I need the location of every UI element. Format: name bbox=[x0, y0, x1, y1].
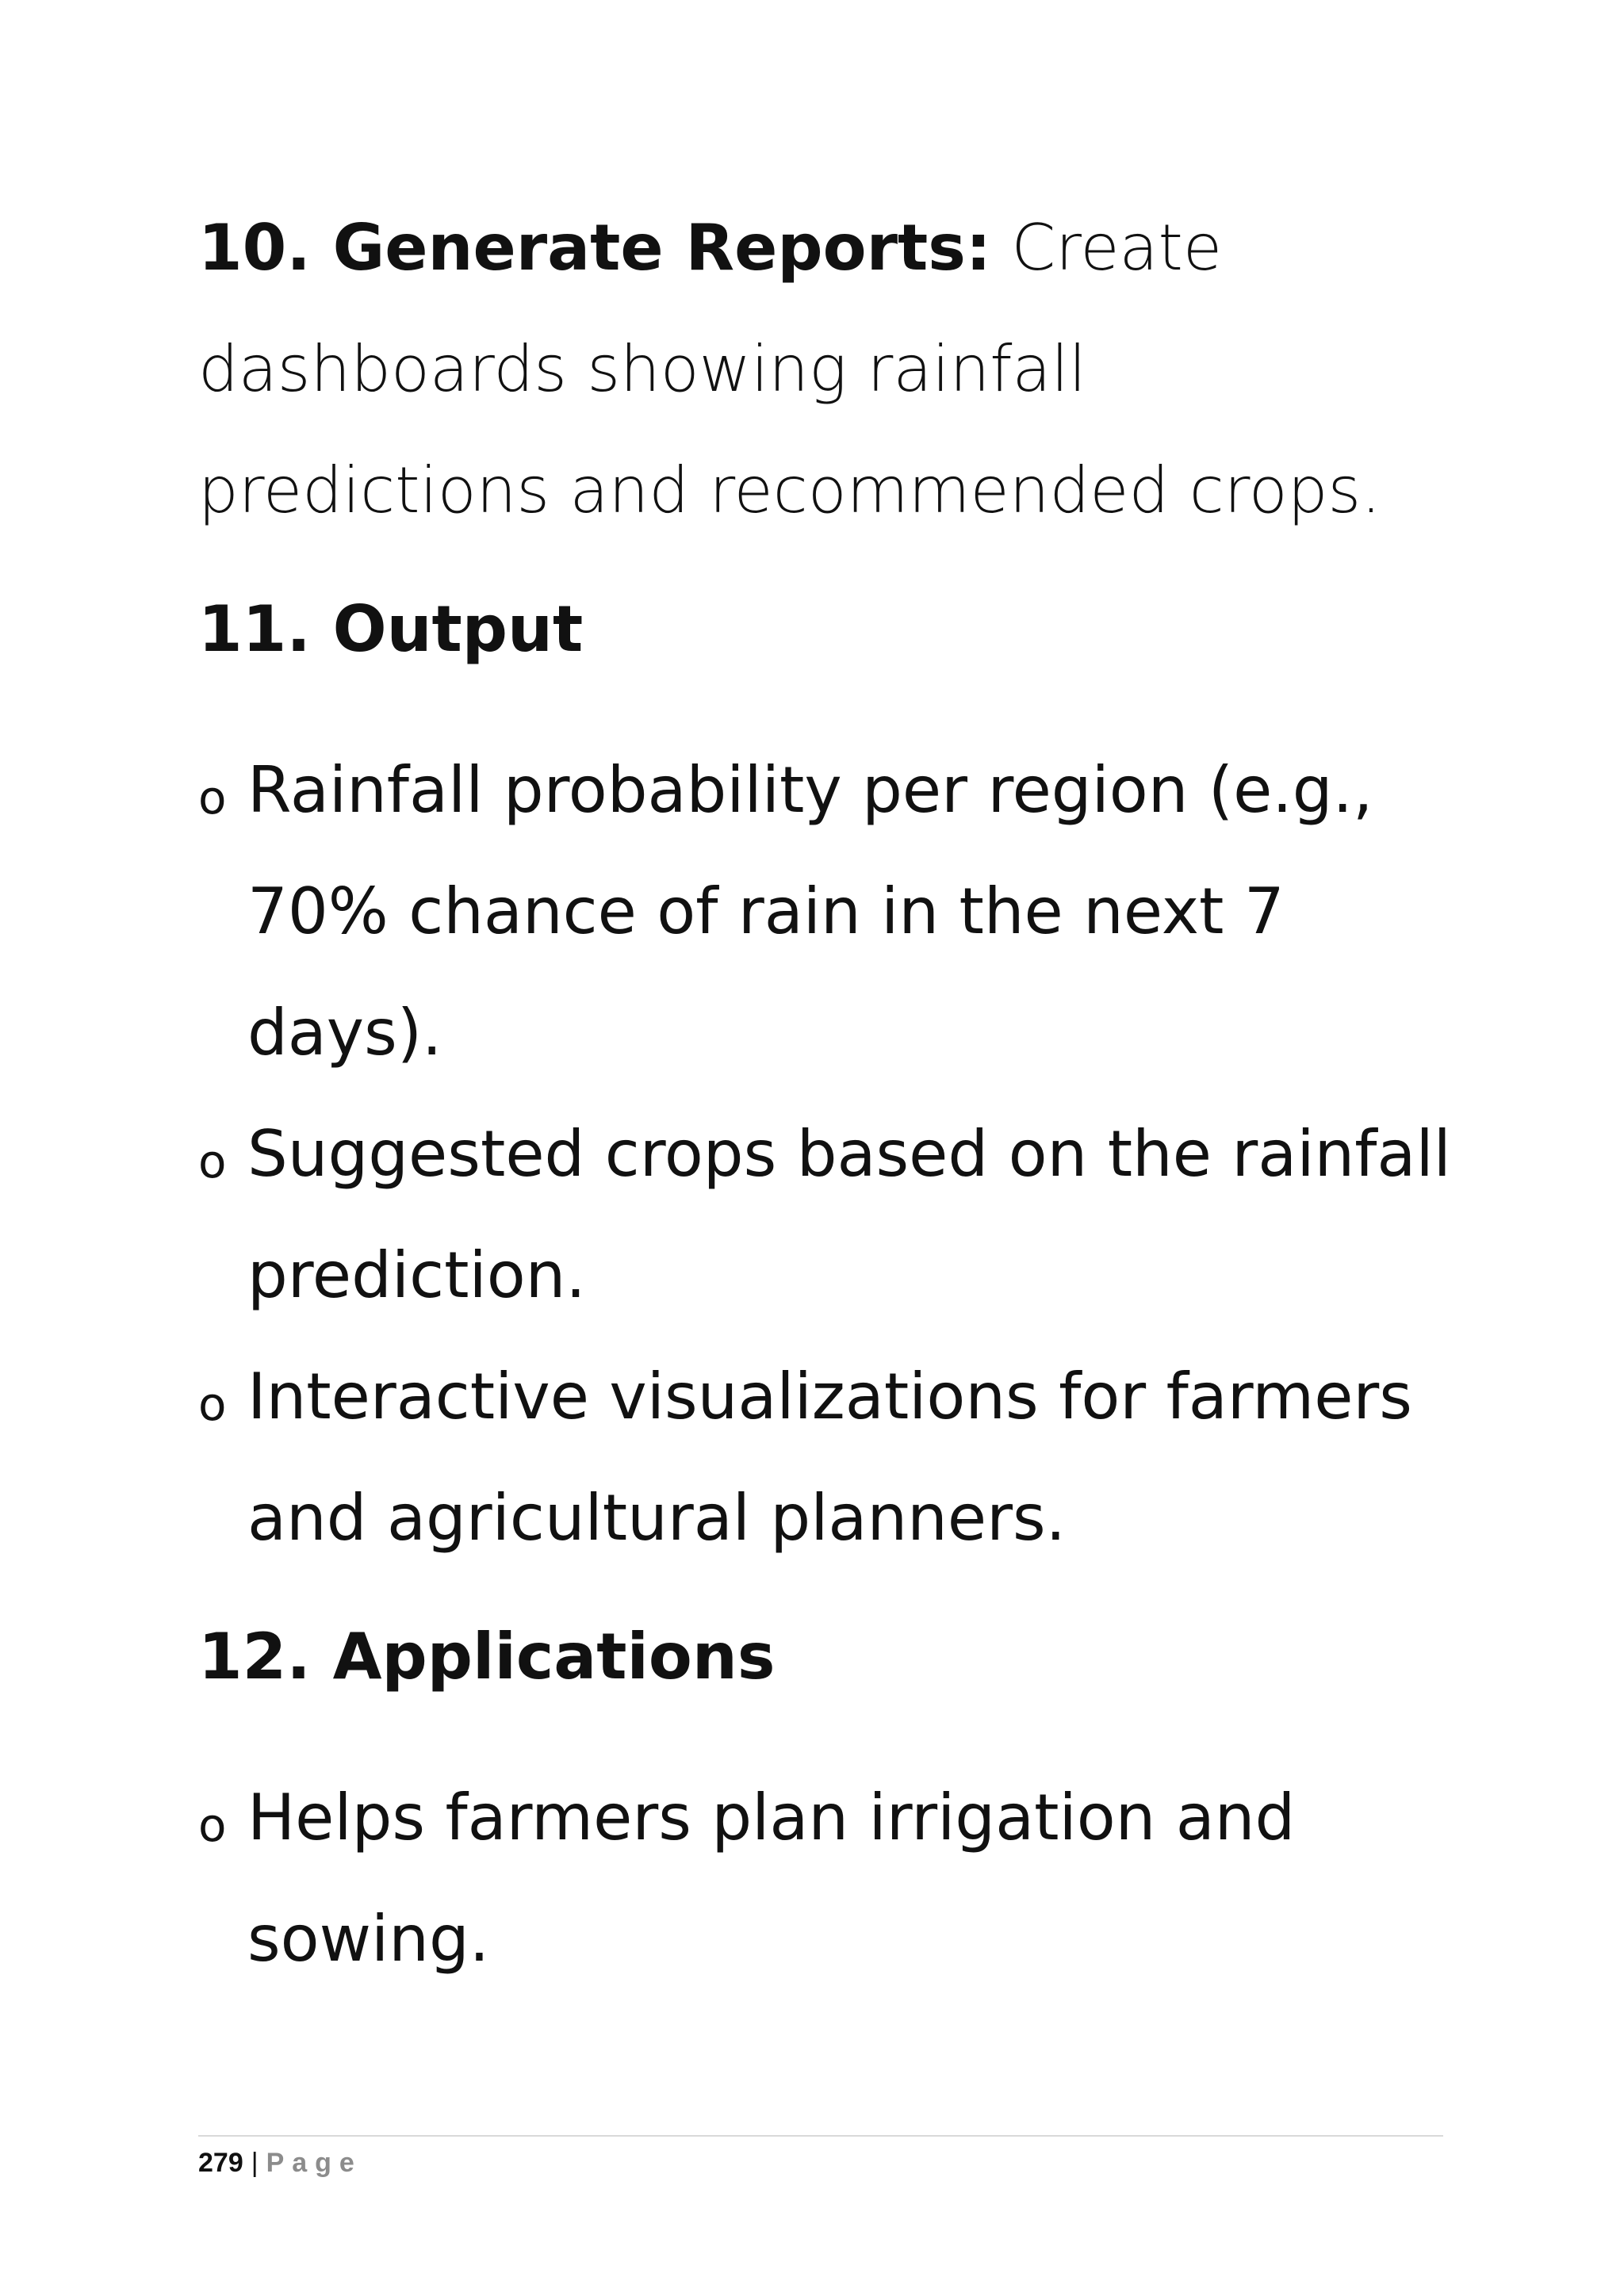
section-11-heading: 11. Output bbox=[198, 592, 584, 666]
list-item-text: Suggested crops based on the rainfall prediction. bbox=[247, 1117, 1451, 1312]
list-item bbox=[198, 1336, 1451, 1578]
page-footer bbox=[198, 2135, 1443, 2179]
list-item-text: Interactive visualizations for farmers and agricultural planners. bbox=[247, 1360, 1412, 1555]
list-item bbox=[198, 729, 1451, 1093]
applications-list bbox=[198, 1757, 1451, 1999]
section-10-text: Create dashboards showing rainfall predictions and recommended crops. bbox=[198, 211, 1381, 527]
page-content bbox=[198, 187, 1451, 1999]
section-10-label: 10. Generate Reports: bbox=[198, 211, 991, 285]
list-item-text: Helps farmers plan irrigation and sowing. bbox=[247, 1781, 1296, 1976]
section-12-heading: 12. Applications bbox=[198, 1620, 776, 1693]
output-list bbox=[198, 729, 1451, 1578]
page-number: 279 bbox=[198, 2148, 243, 2178]
list-item bbox=[198, 1757, 1451, 1999]
bullet-marker: o bbox=[198, 1798, 227, 1852]
footer-separator: | bbox=[251, 2148, 259, 2178]
bullet-marker: o bbox=[198, 1377, 227, 1431]
page-label: Page bbox=[266, 2148, 362, 2178]
list-item bbox=[198, 1093, 1451, 1336]
bullet-marker: o bbox=[198, 1135, 227, 1188]
bullet-marker: o bbox=[198, 771, 227, 825]
section-10-paragraph bbox=[198, 187, 1451, 551]
list-item-text: Rainfall probability per region (e.g., 70% chance of rain in the next 7 days). bbox=[247, 753, 1373, 1070]
